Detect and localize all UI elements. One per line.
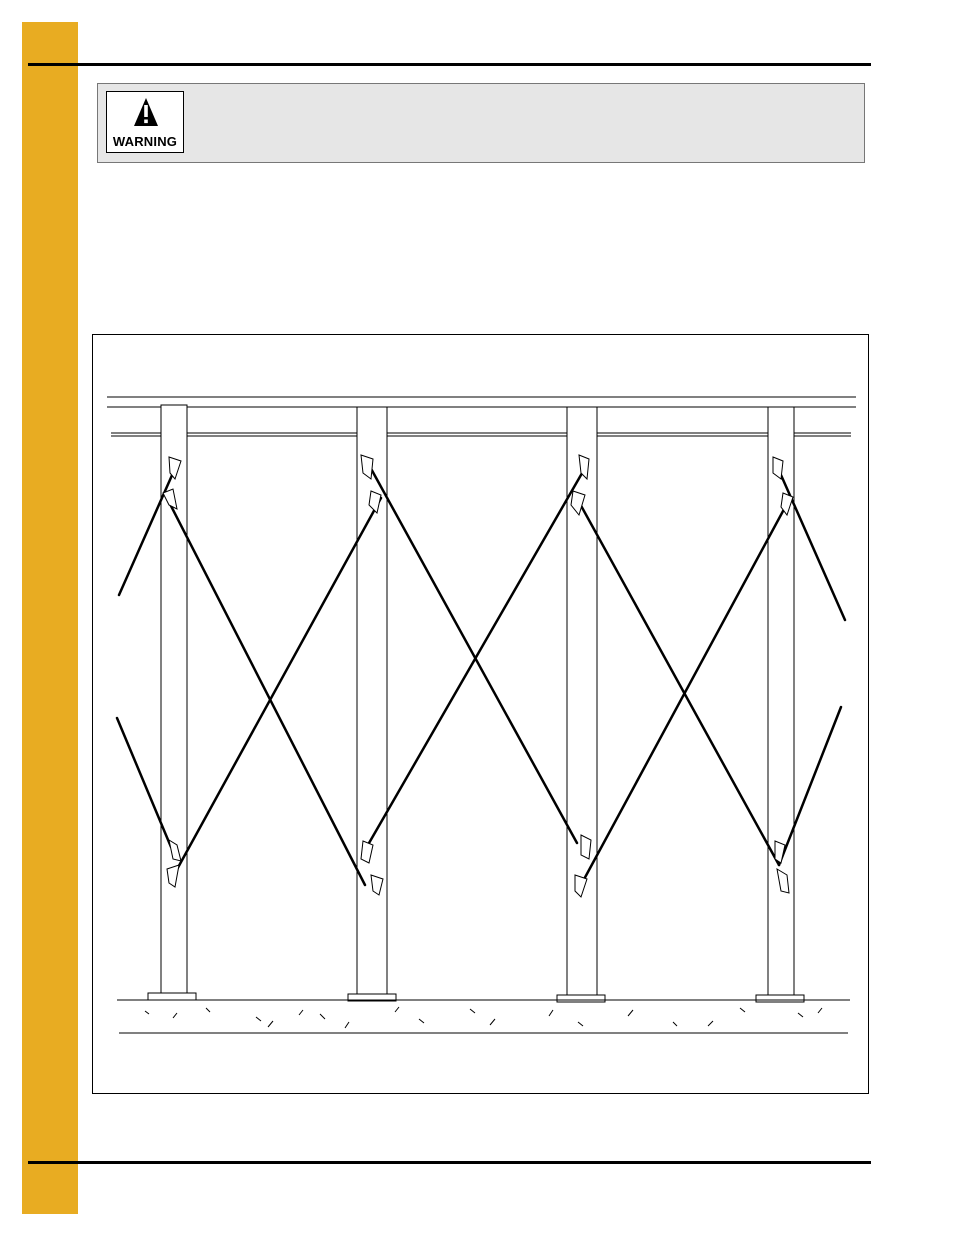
concrete-texture — [145, 1007, 822, 1028]
bracing-diagram — [93, 335, 870, 1095]
brace-rods — [117, 465, 845, 885]
side-color-tab — [22, 22, 78, 1214]
warning-box — [97, 83, 865, 163]
warning-sign — [106, 91, 184, 153]
exclamation-triangle-icon — [133, 97, 159, 127]
warning-label: WARNING — [112, 134, 178, 149]
header-rule — [28, 63, 871, 66]
figure-frame — [92, 334, 869, 1094]
footer-rule — [28, 1161, 871, 1164]
